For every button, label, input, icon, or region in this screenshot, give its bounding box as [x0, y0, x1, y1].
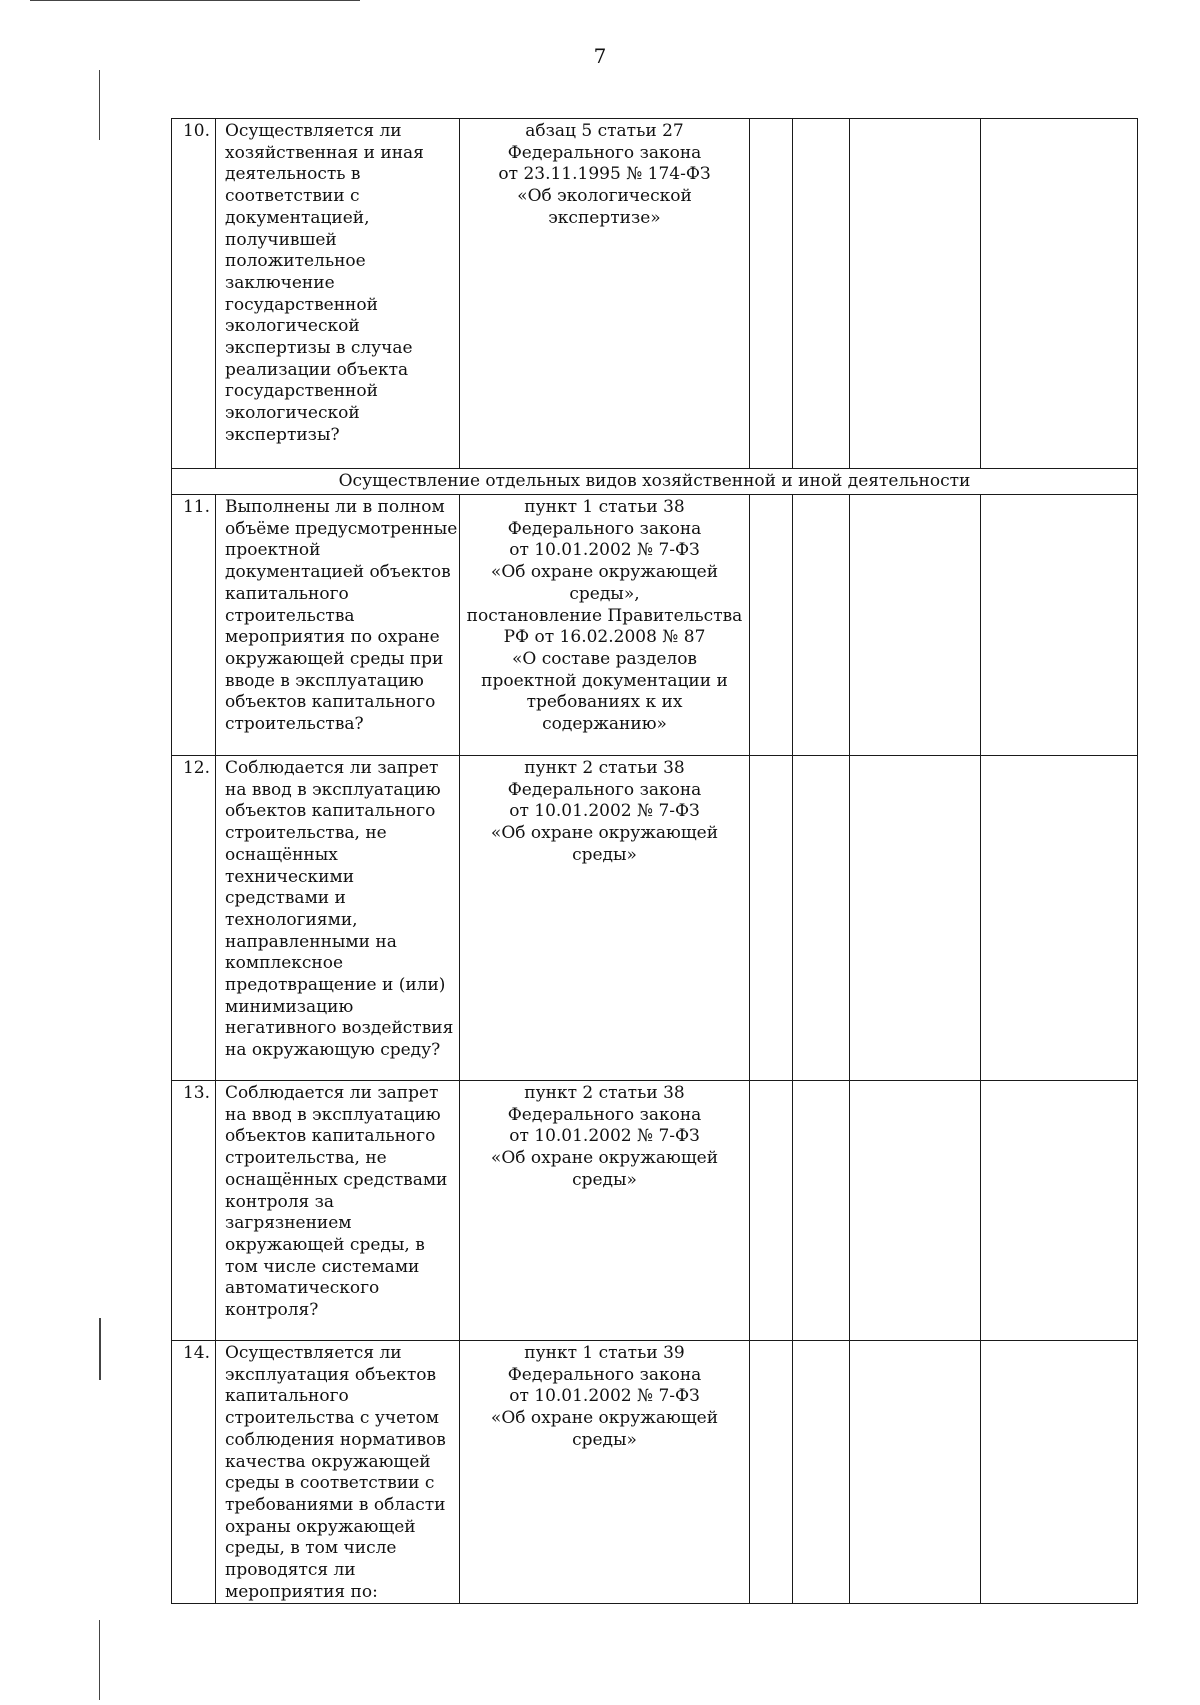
- scan-mark: [99, 70, 100, 140]
- question-line: государственной: [225, 294, 378, 315]
- reference-line: пункт 2 статьи 38: [524, 1083, 685, 1103]
- question-line: техническими: [225, 866, 355, 887]
- reference-line: пункт 2 статьи 38: [524, 758, 685, 778]
- reference-line: абзац 5 статьи 27: [525, 121, 684, 141]
- notes-cell[interactable]: [981, 1341, 1138, 1604]
- question-line: охраны окружающей: [225, 1516, 416, 1537]
- question-cell: [216, 1341, 460, 1604]
- answer-yes-cell[interactable]: [750, 756, 793, 1081]
- notes-cell[interactable]: [981, 495, 1138, 756]
- question-line: на ввод в эксплуатацию: [225, 779, 441, 800]
- question-line: Осуществляется ли: [225, 121, 402, 141]
- question-line: соответствии с: [225, 186, 360, 207]
- answer-yes-cell[interactable]: [750, 119, 793, 469]
- question-line: строительства?: [225, 714, 364, 735]
- question-line: качества окружающей: [225, 1451, 431, 1472]
- question-line: экологической: [225, 403, 360, 424]
- question-line: положительное: [225, 251, 366, 272]
- answer-yes-cell[interactable]: [750, 1081, 793, 1341]
- question-line: оснащённых средствами: [225, 1169, 448, 1190]
- question-line: минимизацию: [225, 996, 354, 1017]
- question-line: экологической: [225, 316, 360, 337]
- question-line: комплексное: [225, 953, 344, 974]
- question-line: мероприятия по:: [225, 1581, 378, 1602]
- notes-cell[interactable]: [981, 1081, 1138, 1341]
- not-applicable-cell[interactable]: [850, 1341, 981, 1604]
- not-applicable-cell[interactable]: [850, 756, 981, 1081]
- item-number: 10.: [172, 119, 216, 469]
- question-line: среды, в том числе: [225, 1538, 397, 1559]
- question-line: экспертизы?: [225, 424, 340, 445]
- answer-no-cell[interactable]: [793, 1341, 850, 1604]
- page-number: 7: [593, 44, 607, 68]
- question-line: загрязнением: [225, 1213, 352, 1234]
- question-line: оснащённых: [225, 844, 338, 865]
- checklist-body: [172, 119, 1138, 1604]
- reference-line: от 10.01.2002 № 7-ФЗ: [509, 1386, 700, 1407]
- question-line: направленными на: [225, 931, 397, 952]
- reference-line: «Об охране окружающей: [490, 562, 719, 583]
- question-line: контроля?: [225, 1300, 319, 1321]
- question-line: хозяйственная и иная: [225, 142, 424, 163]
- notes-cell[interactable]: [981, 756, 1138, 1081]
- question-line: строительства: [225, 605, 355, 626]
- answer-no-cell[interactable]: [793, 1081, 850, 1341]
- reference-line: «Об охране окружающей: [490, 823, 719, 844]
- scan-mark: [99, 1318, 101, 1380]
- question-line: строительства, не: [225, 1148, 387, 1169]
- reference-cell: [460, 495, 750, 756]
- question-line: мероприятия по охране: [225, 627, 440, 648]
- reference-line: среды»: [572, 1429, 637, 1450]
- question-line: документацией объектов: [225, 562, 451, 583]
- reference-line: среды»: [572, 844, 637, 865]
- question-line: негативного воздействия: [225, 1018, 454, 1039]
- section-title: Осуществление отдельных видов хозяйственной и иной деятельности: [172, 469, 1138, 495]
- question-line: на окружающую среду?: [225, 1040, 441, 1061]
- reference-line: среды»: [572, 1169, 637, 1190]
- checklist-table: [171, 118, 1138, 1604]
- reference-cell: [460, 1341, 750, 1604]
- question-line: строительства, не: [225, 823, 387, 844]
- reference-line: экспертизе»: [548, 207, 661, 228]
- reference-line: Федерального закона: [507, 142, 702, 163]
- reference-line: пункт 1 статьи 39: [524, 1343, 685, 1363]
- item-number: 14.: [172, 1341, 216, 1604]
- table-row: [172, 1081, 1138, 1341]
- answer-yes-cell[interactable]: [750, 495, 793, 756]
- question-line: Осуществляется ли: [225, 1343, 402, 1363]
- not-applicable-cell[interactable]: [850, 495, 981, 756]
- table-row: [172, 1341, 1138, 1604]
- question-line: экспертизы в случае: [225, 338, 413, 359]
- not-applicable-cell[interactable]: [850, 119, 981, 469]
- reference-line: «Об охране окружающей: [490, 1148, 719, 1169]
- question-line: требованиями в области: [225, 1494, 446, 1515]
- table-row: [172, 119, 1138, 469]
- question-line: окружающей среды при: [225, 648, 444, 669]
- reference-cell: [460, 1081, 750, 1341]
- item-number: 13.: [172, 1081, 216, 1341]
- question-line: Выполнены ли в полном: [225, 497, 445, 517]
- reference-line: РФ от 16.02.2008 № 87: [503, 627, 706, 648]
- reference-line: «Об экологической: [517, 186, 692, 207]
- question-line: объёме предусмотренные: [225, 518, 458, 539]
- section-row: [172, 469, 1138, 495]
- item-number: 12.: [172, 756, 216, 1081]
- question-line: технологиями,: [225, 909, 358, 930]
- question-line: предотвращение и (или): [225, 975, 446, 996]
- question-line: деятельность в: [225, 164, 361, 185]
- table-row: [172, 756, 1138, 1081]
- reference-line: от 10.01.2002 № 7-ФЗ: [509, 540, 700, 561]
- question-line: окружающей среды, в: [225, 1234, 425, 1255]
- question-line: капитального: [225, 1386, 349, 1407]
- reference-line: Федерального закона: [507, 779, 702, 800]
- question-line: вводе в эксплуатацию: [225, 670, 424, 691]
- question-cell: [216, 1081, 460, 1341]
- question-line: реализации объекта: [225, 359, 409, 380]
- question-line: государственной: [225, 381, 378, 402]
- question-line: среды в соответствии с: [225, 1473, 435, 1494]
- question-cell: [216, 119, 460, 469]
- reference-line: от 23.11.1995 № 174-ФЗ: [498, 164, 711, 185]
- scan-mark: [30, 0, 360, 1]
- reference-cell: [460, 119, 750, 469]
- question-line: документацией,: [225, 207, 370, 228]
- question-line: Соблюдается ли запрет: [225, 758, 439, 778]
- reference-line: пункт 1 статьи 38: [524, 497, 685, 517]
- reference-line: от 10.01.2002 № 7-ФЗ: [509, 1126, 700, 1147]
- question-cell: [216, 756, 460, 1081]
- reference-line: проектной документации и: [481, 670, 728, 691]
- answer-yes-cell[interactable]: [750, 1341, 793, 1604]
- question-cell: [216, 495, 460, 756]
- item-number: 11.: [172, 495, 216, 756]
- reference-line: Федерального закона: [507, 1104, 702, 1125]
- question-line: объектов капитального: [225, 692, 436, 713]
- question-line: контроля за: [225, 1191, 335, 1212]
- question-line: капитального: [225, 583, 349, 604]
- question-line: объектов капитального: [225, 801, 436, 822]
- question-line: средствами и: [225, 888, 346, 909]
- reference-line: от 10.01.2002 № 7-ФЗ: [509, 801, 700, 822]
- question-line: эксплуатация объектов: [225, 1364, 437, 1385]
- reference-line: постановление Правительства: [466, 605, 743, 626]
- reference-line: содержанию»: [542, 714, 667, 735]
- question-line: строительства с учетом: [225, 1408, 440, 1429]
- answer-no-cell[interactable]: [793, 119, 850, 469]
- question-line: объектов капитального: [225, 1126, 436, 1147]
- not-applicable-cell[interactable]: [850, 1081, 981, 1341]
- notes-cell[interactable]: [981, 119, 1138, 469]
- question-line: автоматического: [225, 1278, 380, 1299]
- question-line: проектной: [225, 540, 321, 561]
- reference-line: «О составе разделов: [511, 648, 698, 669]
- reference-line: среды»,: [569, 583, 640, 604]
- reference-cell: [460, 756, 750, 1081]
- scan-mark: [99, 1620, 100, 1700]
- reference-line: «Об охране окружающей: [490, 1408, 719, 1429]
- question-line: получившей: [225, 229, 337, 250]
- reference-line: Федерального закона: [507, 518, 702, 539]
- question-line: Соблюдается ли запрет: [225, 1083, 439, 1103]
- answer-no-cell[interactable]: [793, 495, 850, 756]
- question-line: заключение: [225, 272, 335, 293]
- answer-no-cell[interactable]: [793, 756, 850, 1081]
- question-line: на ввод в эксплуатацию: [225, 1104, 441, 1125]
- question-line: соблюдения нормативов: [225, 1429, 446, 1450]
- question-line: том числе системами: [225, 1256, 420, 1277]
- reference-line: требованиях к их: [526, 692, 683, 713]
- question-line: проводятся ли: [225, 1560, 356, 1581]
- reference-line: Федерального закона: [507, 1364, 702, 1385]
- table-row: [172, 495, 1138, 756]
